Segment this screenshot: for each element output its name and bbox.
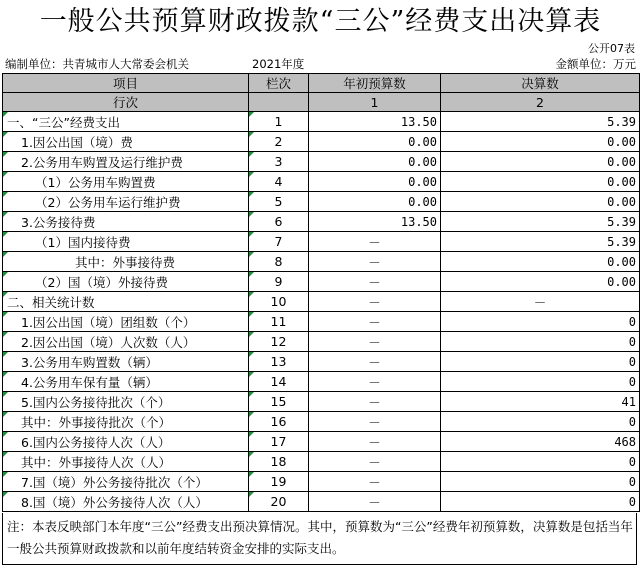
footnote: 注：本表反映部门本年度“三公”经费支出预决算情况。其中，预算数为“三公”经费年初预算数，决算数是包括当年一般公共预算财政拨款和以前年度结转资金安排的实际支出。 [2, 513, 637, 565]
table-title: 一般公共预算财政拨款“三公”经费支出决算表 [39, 6, 602, 37]
row-line-number: 8 [249, 252, 309, 272]
table-row [3, 212, 640, 232]
row-line-number: 3 [249, 152, 309, 172]
expenditure-table [2, 73, 640, 512]
row-final-value: 0 [441, 352, 640, 372]
row-item-label: （1）国内接待费 [3, 232, 249, 252]
row-final-value: 0 [441, 312, 640, 332]
row-line-number: 17 [249, 432, 309, 452]
row-budget-value: － [309, 472, 441, 492]
header-item: 项目 [3, 74, 249, 93]
row-line-number: 6 [249, 212, 309, 232]
row-budget-value: － [309, 432, 441, 452]
row-item-label: 1.因公出国（境）费 [3, 132, 249, 152]
row-final-value: 0 [441, 492, 640, 512]
table-row [3, 112, 640, 132]
row-line-number: 2 [249, 132, 309, 152]
row-final-value: 0 [441, 412, 640, 432]
row-budget-value: － [309, 332, 441, 352]
table-row [3, 312, 640, 332]
row-final-value: 0.00 [441, 172, 640, 192]
row-budget-value: 0.00 [309, 152, 441, 172]
row-budget-value: 0.00 [309, 192, 441, 212]
row-item-label: 2.公务用车购置及运行维护费 [3, 152, 249, 172]
header-budget: 年初预算数 [309, 74, 441, 93]
row-budget-value: 0.00 [309, 132, 441, 152]
row-item-label: 1.因公出国（境）团组数（个） [3, 312, 249, 332]
row-line-number: 4 [249, 172, 309, 192]
row-final-value: 5.39 [441, 232, 640, 252]
row-budget-value: － [309, 312, 441, 332]
row-line-number: 7 [249, 232, 309, 252]
fiscal-year: 2021年度 [252, 57, 305, 71]
row-item-label: （2）公务用车运行维护费 [3, 192, 249, 212]
row-final-value: － [441, 292, 640, 312]
row-final-value: 0 [441, 452, 640, 472]
row-budget-value: － [309, 252, 441, 272]
row-final-value: 0.00 [441, 132, 640, 152]
meta-bar [0, 56, 641, 72]
row-item-label: 一、“三公”经费支出 [3, 112, 249, 132]
row-budget-value: － [309, 492, 441, 512]
row-item-label: （1）公务用车购置费 [3, 172, 249, 192]
row-item-label: 8.国（境）外公务接待人次（人） [3, 492, 249, 512]
row-final-value: 5.39 [441, 112, 640, 132]
table-row [3, 412, 640, 432]
row-budget-value: － [309, 292, 441, 312]
row-final-value: 0.00 [441, 252, 640, 272]
row-budget-value: 13.50 [309, 212, 441, 232]
table-row [3, 152, 640, 172]
row-budget-value: － [309, 452, 441, 472]
table-row [3, 452, 640, 472]
row-item-label: 7.国（境）外公务接待批次（个） [3, 472, 249, 492]
row-final-value: 0.00 [441, 272, 640, 292]
row-line-number: 11 [249, 312, 309, 332]
row-line-number: 20 [249, 492, 309, 512]
row-budget-value: 13.50 [309, 112, 441, 132]
header-seq-row [3, 93, 640, 112]
row-item-label: 其中：外事接待批次（个） [3, 412, 249, 432]
row-line-number: 16 [249, 412, 309, 432]
row-final-value: 468 [441, 432, 640, 452]
row-line-number: 15 [249, 392, 309, 412]
table-row [3, 132, 640, 152]
table-row [3, 492, 640, 512]
table-row [3, 472, 640, 492]
row-line-number: 18 [249, 452, 309, 472]
header-final-col: 2 [441, 93, 640, 112]
row-line-number: 9 [249, 272, 309, 292]
row-line-number: 19 [249, 472, 309, 492]
row-budget-value: － [309, 412, 441, 432]
table-row [3, 232, 640, 252]
row-item-label: 6.国内公务接待人次（人） [3, 432, 249, 452]
row-item-label: 3.公务用车购置数（辆） [3, 352, 249, 372]
row-final-value: 5.39 [441, 212, 640, 232]
header-budget-col: 1 [309, 93, 441, 112]
row-item-label: 4.公务用车保有量（辆） [3, 372, 249, 392]
row-budget-value: － [309, 272, 441, 292]
row-final-value: 0 [441, 332, 640, 352]
row-item-label: 二、相关统计数 [3, 292, 249, 312]
row-line-number: 14 [249, 372, 309, 392]
row-final-value: 0.00 [441, 152, 640, 172]
table-row [3, 172, 640, 192]
row-item-label: 2.因公出国（境）人次数（人） [3, 332, 249, 352]
row-item-label: （2）国（境）外接待费 [3, 272, 249, 292]
row-line-number: 5 [249, 192, 309, 212]
row-final-value: 41 [441, 392, 640, 412]
header-row [3, 74, 640, 93]
row-budget-value: － [309, 372, 441, 392]
row-budget-value: － [309, 392, 441, 412]
row-line-number: 10 [249, 292, 309, 312]
row-item-label: 3.公务接待费 [3, 212, 249, 232]
row-budget-value: 0.00 [309, 172, 441, 192]
form-number: 公开07表 [588, 42, 635, 55]
row-item-label: 其中：外事接待费 [3, 252, 249, 272]
table-row [3, 272, 640, 292]
row-final-value: 0.00 [441, 192, 640, 212]
row-budget-value: － [309, 232, 441, 252]
row-item-label: 其中：外事接待人次（人） [3, 452, 249, 472]
table-row [3, 252, 640, 272]
header-no: 栏次 [249, 74, 309, 93]
row-item-label: 5.国内公务接待批次（个） [3, 392, 249, 412]
row-line-number: 13 [249, 352, 309, 372]
row-line-number: 1 [249, 112, 309, 132]
header-seq-blank [249, 93, 309, 112]
table-row [3, 372, 640, 392]
table-row [3, 432, 640, 452]
row-final-value: 0 [441, 372, 640, 392]
table-row [3, 332, 640, 352]
header-seq-label: 行次 [3, 93, 249, 112]
table-row [3, 392, 640, 412]
row-final-value: 0 [441, 472, 640, 492]
row-budget-value: － [309, 352, 441, 372]
table-row [3, 292, 640, 312]
table-row [3, 352, 640, 372]
amount-unit: 金额单位：万元 [555, 57, 636, 71]
header-final: 决算数 [441, 74, 640, 93]
compiling-unit: 编制单位：共青城市人大常委会机关 [5, 57, 189, 71]
row-line-number: 12 [249, 332, 309, 352]
table-row [3, 192, 640, 212]
